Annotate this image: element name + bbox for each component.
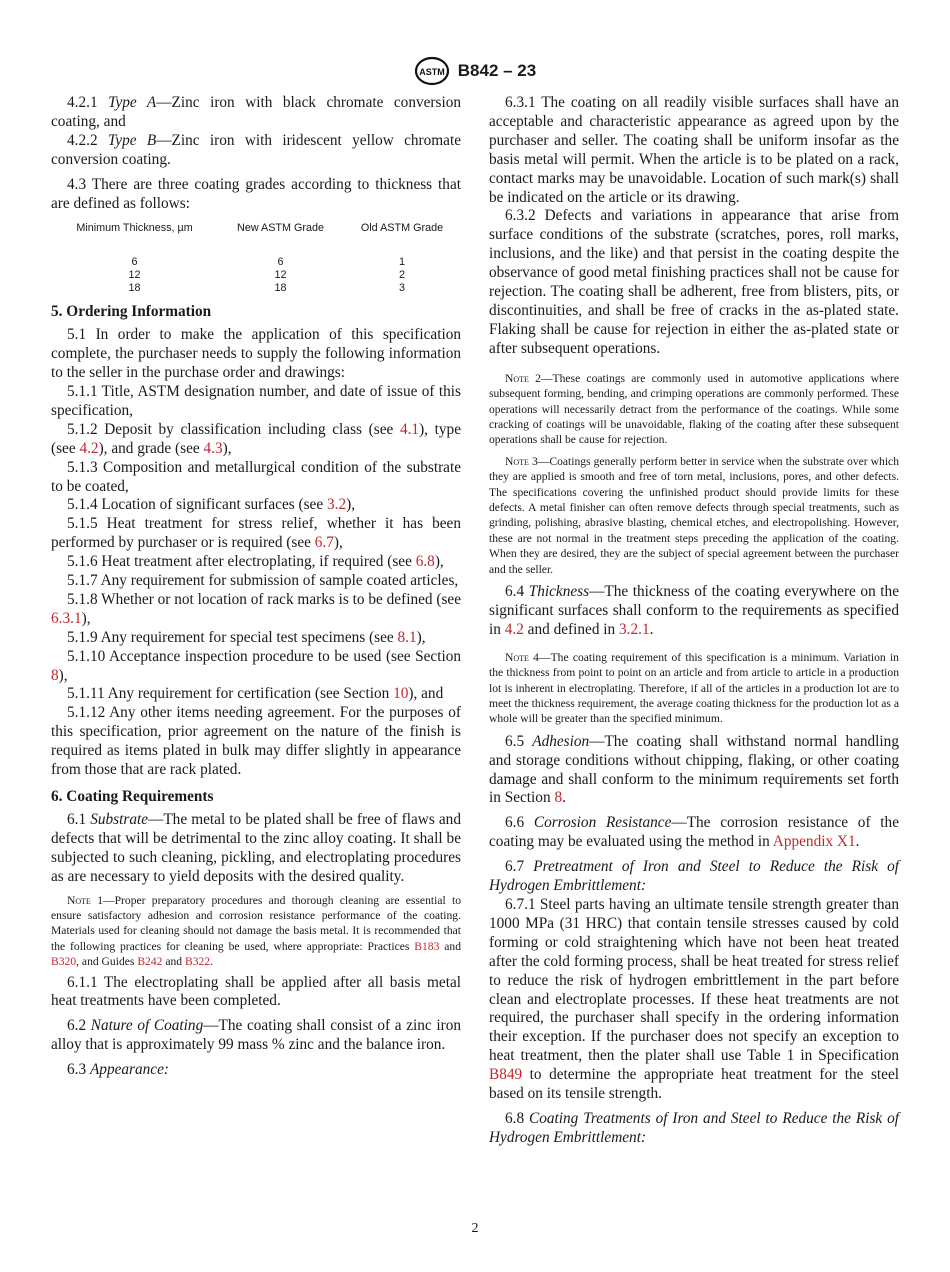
note-1: Note 1—Proper preparatory procedures and thorough cleaning are essential to ensure satisfactory adhesion and corrosion resistance performance of the coating. Materials used for cleaning should not damage the basis metal. It is recommended that the following practices for cleaning be used, where appropriate: Practices B183 and B320, and Guides B242 and B322. (51, 893, 461, 969)
table-row (51, 282, 461, 295)
link-b849[interactable]: B849 (489, 1066, 523, 1084)
table-row (51, 256, 461, 269)
grade-table (51, 219, 461, 295)
link-4-2[interactable]: 4.2 (504, 620, 524, 638)
link-8-1[interactable]: 8.1 (397, 628, 417, 646)
table-cell: 12 (128, 269, 141, 282)
link-6-7[interactable]: 6.7 (314, 534, 334, 552)
paragraph-6-3: 6.3 Appearance: (67, 1061, 169, 1079)
paragraph-5-1-2: 5.1.2 Deposit by classification including class (see 4.1), type (see 4.2), and grade (see 4.3), (51, 420, 461, 457)
paragraph-4-3: 4.3 There are three coating grades according to thickness that are defined as follows: (51, 175, 461, 212)
svg-text:ASTM: ASTM (419, 67, 445, 77)
document-id: B842 – 23 (457, 61, 537, 80)
page-number: 2 (471, 1221, 479, 1236)
table-header: New ASTM Grade (237, 222, 325, 235)
table-cell: 2 (398, 269, 405, 282)
link-3-2-1[interactable]: 3.2.1 (619, 620, 650, 638)
paragraph-6-1: 6.1 Substrate—The metal to be plated shall be free of flaws and defects that will be detrimental to the zinc alloy coating. It shall be subjected to such cleaning, pickling, and electroplating procedures as are necessary to yield deposits with the desired quality. (51, 810, 461, 885)
link-3-2[interactable]: 3.2 (326, 496, 347, 514)
table-cell: 12 (274, 269, 287, 282)
note-2: Note 2—These coatings are commonly used in automotive applications where subsequent forming, bending, and crimping operations are commonly performed. These operations will necessarily detract from the performance of the coatings. While some cracking of coatings will be unavoidable, flaking of the coating after these subsequent operations shall be cause for rejection. (489, 371, 899, 447)
link-section-8[interactable]: 8 (554, 789, 563, 807)
paragraph-5-1-8: 5.1.8 Whether or not location of rack marks is to be defined (see 6.3.1), (51, 590, 461, 627)
note-4: Note 4—The coating requirement of this specification is a minimum. Variation in the thickness from point to point on an article and from article to article in a production lot is inherent in electroplating. Therefore, if all of the articles in a production lot are to meet the thickness requirement, the average coating thickness for the production lot as a whole will be greater than the specified minimum. (489, 650, 899, 726)
paragraph-6-2: 6.2 Nature of Coating—The coating shall consist of a zinc iron alloy that is approximately 99 mass % zinc and the balance iron. (51, 1017, 461, 1054)
paragraph-4-2-1: 4.2.1 Type A—Zinc iron with black chromate conversion coating, and (51, 94, 462, 130)
table-header: Minimum Thickness, µm (76, 222, 193, 235)
link-section-10[interactable]: 10 (393, 685, 409, 703)
link-6-3-1[interactable]: 6.3.1 (51, 609, 82, 627)
table-cell: 18 (128, 282, 141, 295)
paragraph-6-1-1: 6.1.1 The electroplating shall be applied after all basis metal heat treatments have been completed. (51, 973, 461, 1010)
paragraph-5-1-10: 5.1.10 Acceptance inspection procedure to be used (see Section 8), (51, 647, 461, 684)
link-4-3[interactable]: 4.3 (203, 439, 223, 457)
link-b183[interactable]: B183 (414, 939, 440, 953)
paragraph-6-3-2: 6.3.2 Defects and variations in appearance that arise from surface conditions of the substrate (scratches, pores, roll marks, inclusions, and the like) and that persist in the coating despite the observance of good metal finishing practices shall not be cause for rejection. The coating shall be adherent, free from blisters, pits, or discontinuities, and shall be free of cracks in the as-plated state. Flaking shall be cause for rejection in either the as-plated state or after subsequent operations. (489, 207, 899, 357)
link-section-8[interactable]: 8 (51, 666, 59, 684)
paragraph-5-1-7: 5.1.7 Any requirement for submission of sample coated articles, (67, 572, 459, 590)
table-cell: 18 (274, 282, 287, 295)
page-header (0, 56, 950, 86)
paragraph-6-7-1: 6.7.1 Steel parts having an ultimate tensile strength greater than 1000 MPa (31 HRC) that contain tensile stresses caused by cold forming or cold straightening which have not been heat treated after the cold forming process, shall be heat treated for stress relief to reduce the risk of hydrogen embrittlement in the part before clean and electroplate processes. If these heat treatments are not required, the purchaser shall specify in the ordering information their exception. If the purchaser does not specify an exception to heat treatment, then the plater shall use Table 1 in Specification B849 to determine the appropriate heat treatment for the steel based on its tensile strength. (489, 895, 899, 1103)
link-6-8[interactable]: 6.8 (415, 553, 435, 571)
table-cell: 6 (131, 256, 138, 269)
paragraph-5-1-4: 5.1.4 Location of significant surfaces (see 3.2), (67, 496, 356, 514)
link-b320[interactable]: B320 (51, 955, 77, 969)
note-3: Note 3—Coatings generally perform better in service when the substrate over which they are applied is smooth and free of torn metal, inclusions, pores, and other defects. The specifications covering the unfinished product should provide limits for these defects. A metal finisher can often remove defects through special treatments, such as grinding, polishing, abrasive blasting, chemical etches, and electropolishing. However, these are not normal in the treatment steps preceding the application of the coating. When they are desired, they are the subject of special agreement between the purchaser and the seller. (489, 454, 899, 576)
section-heading-6: 6. Coating Requirements (51, 788, 214, 805)
table-cell: 6 (277, 256, 284, 269)
paragraph-5-1-1: 5.1.1 Title, ASTM designation number, and date of issue of this specification, (51, 382, 461, 419)
right-column (489, 94, 899, 1148)
paragraph-6-5: 6.5 Adhesion—The coating shall withstand normal handling and storage conditions without chipping, flaking, or other coating damage and shall conform to the minimum requirements set forth in Section 8. (489, 732, 899, 807)
link-4-1[interactable]: 4.1 (399, 420, 420, 438)
link-appendix-x1[interactable]: Appendix X1 (772, 833, 856, 851)
paragraph-5-1-3: 5.1.3 Composition and metallurgical condition of the substrate to be coated, (51, 458, 461, 495)
paragraph-6-3-1: 6.3.1 The coating on all readily visible surfaces shall have an acceptable and characteristic appearance as agreed upon by the purchaser and seller. The coating shall be uniform insofar as the basis metal will permit. When the article is to be plated on a rack, contact marks may be unavoidable. Location of such mark(s) shall be indicated on the article or its drawing. (489, 94, 899, 206)
paragraph-6-8: 6.8 Coating Treatments of Iron and Steel to Reduce the Risk of Hydrogen Embrittlement: (489, 1109, 899, 1146)
astm-logo-icon (414, 56, 450, 86)
paragraph-5-1: 5.1 In order to make the application of this specification complete, the purchaser needs to supply the following information to the seller in the purchase order and drawings: (51, 326, 461, 382)
paragraph-6-7: 6.7 Pretreatment of Iron and Steel to Reduce the Risk of Hydrogen Embrittlement: (489, 858, 899, 895)
link-b322[interactable]: B322 (184, 955, 211, 969)
table-header: Old ASTM Grade (360, 222, 444, 235)
table-cell: 3 (398, 282, 405, 295)
table-row (51, 269, 461, 282)
paragraph-5-1-12: 5.1.12 Any other items needing agreement. For the purposes of this specification, prior agreement on the nature of the finish is required as items plated in bulk may differ slightly in appearance from those that are rack plated. (51, 704, 461, 779)
paragraph-4-2-2: 4.2.2 Type B—Zinc iron with iridescent yellow chromate conversion coating. (51, 131, 461, 168)
paragraph-5-1-6: 5.1.6 Heat treatment after electroplating, if required (see 6.8), (67, 553, 444, 571)
table-cell: 1 (398, 256, 405, 269)
link-4-2[interactable]: 4.2 (79, 439, 99, 457)
section-heading-5: 5. Ordering Information (51, 303, 212, 321)
paragraph-6-6: 6.6 Corrosion Resistance—The corrosion resistance of the coating may be evaluated using the method in Appendix X1. (489, 814, 899, 851)
paragraph-6-4: 6.4 Thickness—The thickness of the coating everywhere on the significant surfaces shall conform to the requirements as specified in 4.2 and defined in 3.2.1. (489, 582, 899, 638)
paragraph-5-1-11: 5.1.11 Any requirement for certification (see Section 10), and (67, 685, 444, 703)
paragraph-5-1-9: 5.1.9 Any requirement for special test specimens (see 8.1), (67, 628, 426, 646)
paragraph-5-1-5: 5.1.5 Heat treatment for stress relief, whether it has been performed by purchaser or is required (see 6.7), (51, 515, 461, 552)
link-b242[interactable]: B242 (137, 955, 163, 969)
left-column (51, 94, 461, 1080)
